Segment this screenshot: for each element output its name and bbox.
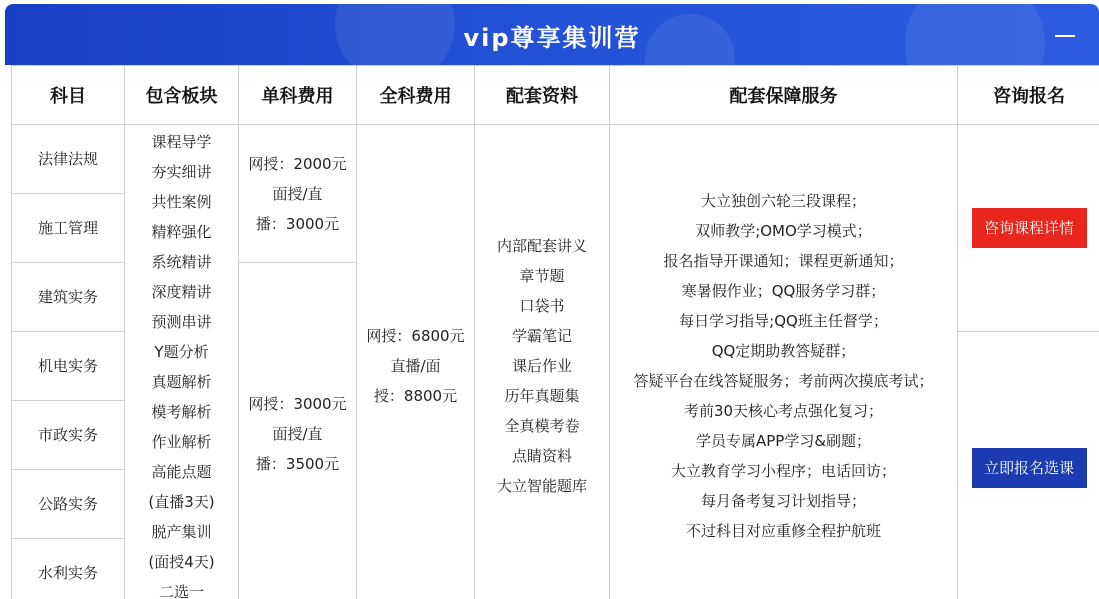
- services-cell: [610, 125, 958, 599]
- module-item: 作业解析: [151, 433, 212, 451]
- collapse-icon[interactable]: [1055, 35, 1075, 37]
- service-item: 双师教学;OMO学习模式；: [695, 222, 872, 240]
- module-item: 共性案例: [151, 193, 212, 211]
- module-item: 课程导学: [151, 133, 212, 151]
- header-single-fee: 单科费用: [239, 66, 357, 125]
- module-item: 深度精讲: [151, 283, 212, 301]
- fee-line: 播：3500元: [255, 455, 340, 473]
- consult-course-button[interactable]: 咨询课程详情: [972, 208, 1087, 248]
- module-item: 系统精讲: [151, 253, 212, 271]
- fee-line: 网授：6800元: [366, 327, 465, 345]
- enroll-cell: [958, 332, 1099, 599]
- service-item: 学员专属APP学习&刷题；: [695, 432, 872, 450]
- material-item: 章节题: [519, 267, 565, 285]
- consult-cell: [958, 125, 1099, 332]
- header-services: 配套保障服务: [610, 66, 958, 125]
- material-item: 内部配套讲义: [496, 237, 587, 255]
- module-item: Y题分析: [154, 343, 209, 361]
- module-item: 二选一: [158, 583, 204, 599]
- fee-line: 直播/面: [390, 357, 441, 375]
- material-item: 大立智能题库: [496, 477, 587, 495]
- single-fee-cell-b: [239, 263, 357, 599]
- module-item: 精粹强化: [151, 223, 212, 241]
- fee-line: 网授：2000元: [248, 154, 347, 173]
- service-item: 每日学习指导;QQ班主任督学；: [679, 312, 888, 330]
- module-item: 高能点题: [151, 463, 212, 481]
- fee-line: 面授/直: [272, 184, 323, 203]
- subject-cell: 水利实务: [12, 539, 125, 599]
- subject-cell: 公路实务: [12, 470, 125, 539]
- service-item: 答疑平台在线答疑服务；考前两次摸底考试；: [633, 372, 934, 390]
- module-item: 夯实细讲: [151, 163, 212, 181]
- module-item: (直播3天): [148, 493, 215, 511]
- module-item: 模考解析: [151, 403, 212, 421]
- subject-cell: 施工管理: [12, 194, 125, 263]
- fee-line: 面授/直: [272, 425, 323, 443]
- banner-title: vip尊享集训营: [463, 24, 641, 52]
- enroll-button[interactable]: 立即报名选课: [972, 448, 1087, 488]
- header-materials: 配套资料: [475, 66, 610, 125]
- module-item: 真题解析: [151, 373, 212, 391]
- service-item: 报名指导开课通知；课程更新通知；: [663, 252, 904, 270]
- header-modules: 包含板块: [125, 66, 239, 125]
- material-item: 点睛资料: [511, 447, 572, 465]
- module-item: 预测串讲: [151, 313, 212, 331]
- header-subject: 科目: [12, 66, 125, 125]
- service-item: QQ定期助教答疑群；: [711, 342, 856, 360]
- header-consult: 咨询报名: [958, 66, 1099, 125]
- course-table: [11, 65, 1099, 599]
- service-item: 不过科目对应重修全程护航班: [685, 522, 881, 540]
- material-item: 口袋书: [519, 297, 565, 315]
- service-item: 大立教育学习小程序；电话回访；: [670, 462, 896, 480]
- banner: [5, 4, 1099, 65]
- full-fee-cell: [357, 125, 475, 599]
- fee-line: 播：3000元: [255, 214, 340, 233]
- subject-cell: 市政实务: [12, 401, 125, 470]
- material-item: 全真模考卷: [504, 417, 580, 435]
- material-item: 历年真题集: [504, 387, 580, 405]
- subject-cell: 建筑实务: [12, 263, 125, 332]
- service-item: 考前30天核心考点强化复习；: [683, 402, 884, 420]
- header-full-fee: 全科费用: [357, 66, 475, 125]
- subject-cell: 法律法规: [12, 125, 125, 194]
- fee-line: 授：8800元: [373, 387, 458, 405]
- material-item: 学霸笔记: [511, 327, 572, 345]
- modules-cell: [125, 125, 239, 599]
- service-item: 寒暑假作业；QQ服务学习群；: [681, 282, 886, 300]
- header-row: [12, 66, 1099, 125]
- single-fee-cell-a: [239, 125, 357, 263]
- service-item: 每月备考复习计划指导；: [700, 492, 866, 510]
- module-item: (面授4天): [148, 553, 215, 571]
- module-item: 脱产集训: [151, 523, 212, 541]
- materials-cell: [475, 125, 610, 599]
- service-item: 大立独创六轮三段课程；: [700, 192, 866, 210]
- subject-cell: 机电实务: [12, 332, 125, 401]
- fee-line: 网授：3000元: [248, 395, 347, 413]
- material-item: 课后作业: [511, 357, 572, 375]
